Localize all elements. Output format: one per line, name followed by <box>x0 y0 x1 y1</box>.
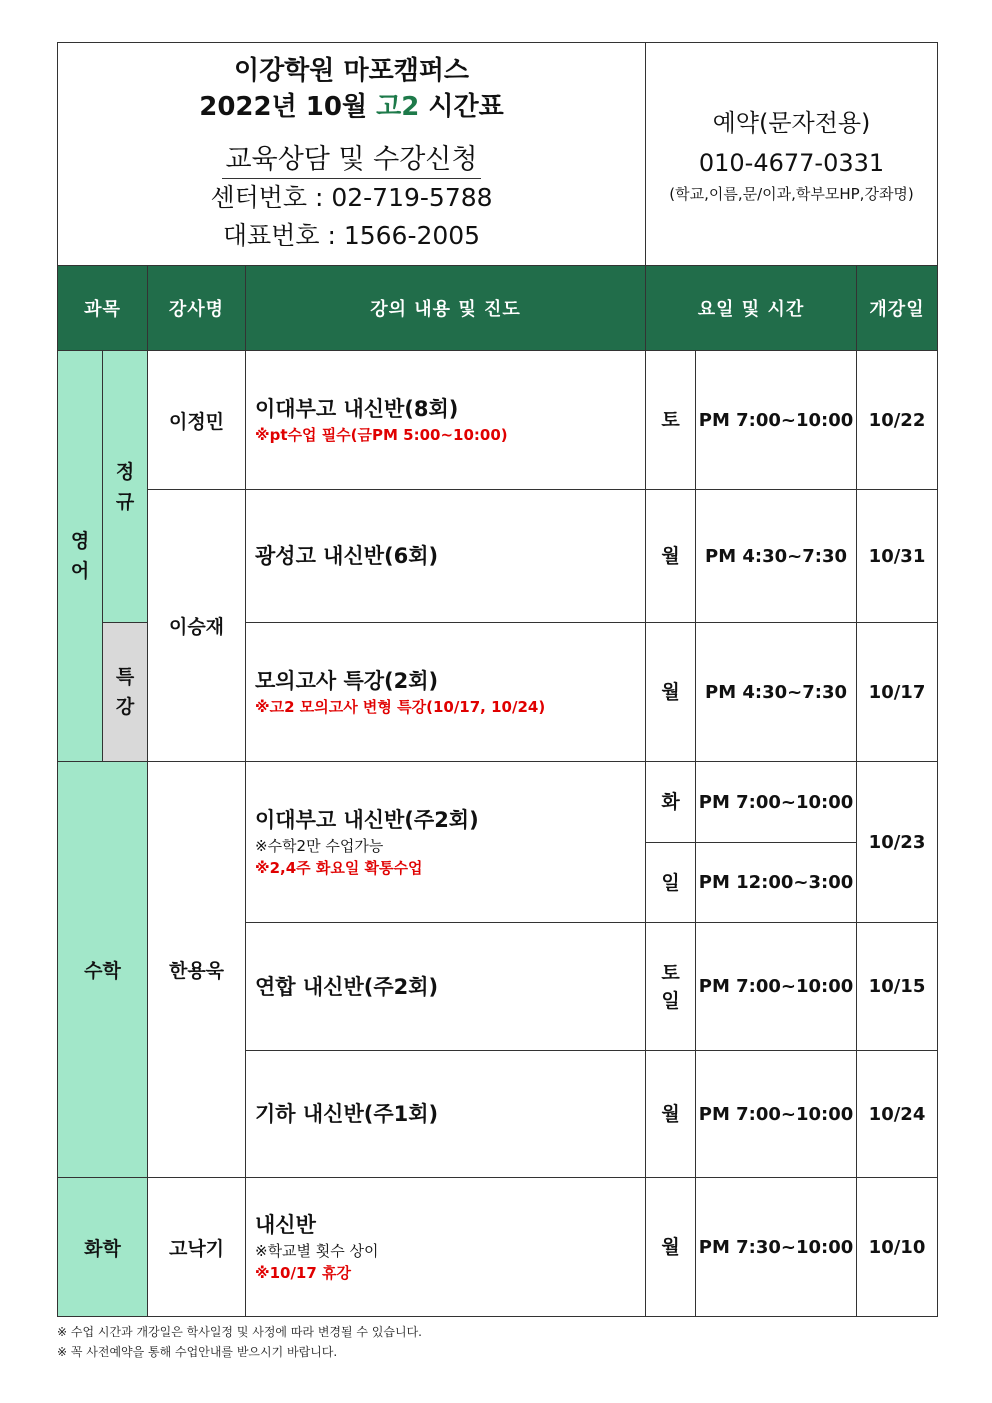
course-time: PM 4:30~7:30 <box>696 490 857 623</box>
course-content <box>246 1051 646 1178</box>
reservation-phone: 010-4677-0331 <box>698 149 885 177</box>
course-title: 이대부고 내신반(주2회) <box>255 808 479 832</box>
open-date: 10/22 <box>857 351 938 490</box>
course-note: ※학교별 횟수 상이 <box>255 1242 379 1260</box>
academy-title: 이강학원 마포캠퍼스 <box>233 56 470 86</box>
schedule-title <box>58 89 645 125</box>
table-row <box>58 1178 938 1317</box>
teacher-name: 고낙기 <box>148 1178 246 1317</box>
open-date: 10/24 <box>857 1051 938 1178</box>
type-special <box>103 623 148 762</box>
course-note-red: ※고2 모의고사 변형 특강(10/17, 10/24) <box>255 698 546 716</box>
reservation-label: 예약(문자전용) <box>712 109 871 137</box>
course-day: 월 <box>646 1051 696 1178</box>
course-day <box>646 923 696 1051</box>
header-row <box>58 43 938 266</box>
course-title: 광성고 내신반(6회) <box>255 544 439 568</box>
table-row <box>58 351 938 490</box>
course-title: 모의고사 특강(2회) <box>255 669 439 693</box>
open-date: 10/10 <box>857 1178 938 1317</box>
footer-note: ※ 수업 시간과 개강일은 학사일정 및 사정에 따라 변경될 수 있습니다. <box>57 1325 422 1339</box>
course-content <box>246 762 646 923</box>
course-note-red: ※10/17 휴강 <box>255 1264 352 1282</box>
timetable <box>57 42 938 1317</box>
subject-char: 어 <box>70 560 90 582</box>
open-date: 10/15 <box>857 923 938 1051</box>
course-day: 토 <box>646 351 696 490</box>
grade-label: 고2 <box>376 92 420 122</box>
schedule-title-suffix: 시간표 <box>419 92 504 122</box>
timetable-sheet <box>57 42 937 1317</box>
course-day: 월 <box>646 1178 696 1317</box>
course-content <box>246 923 646 1051</box>
title-block <box>58 43 646 266</box>
course-day: 화 <box>646 762 696 843</box>
schedule-title-date: 2022년 10월 <box>199 92 377 122</box>
course-time: PM 7:00~10:00 <box>696 1051 857 1178</box>
column-header-row <box>58 266 938 351</box>
type-char: 특 <box>115 666 135 688</box>
course-day: 월 <box>646 623 696 762</box>
type-char: 정 <box>115 460 135 483</box>
course-day: 월 <box>646 490 696 623</box>
type-regular <box>103 351 148 623</box>
main-phone: 대표번호 : 1566-2005 <box>222 221 481 250</box>
course-content <box>246 623 646 762</box>
course-content <box>246 1178 646 1317</box>
day-char: 토 <box>661 961 680 984</box>
course-content <box>246 351 646 490</box>
type-char: 강 <box>115 696 135 718</box>
subject-char: 영 <box>70 530 90 552</box>
col-open-date: 개강일 <box>857 266 938 351</box>
col-teacher: 강사명 <box>148 266 246 351</box>
course-note: ※수학2만 수업가능 <box>255 837 384 855</box>
course-time: PM 12:00~3:00 <box>696 843 857 923</box>
subject-english <box>58 351 103 762</box>
subject-chemistry: 화학 <box>58 1178 148 1317</box>
teacher-name: 이정민 <box>148 351 246 490</box>
type-char: 규 <box>115 490 135 513</box>
open-date: 10/23 <box>857 762 938 923</box>
course-title: 기하 내신반(주1회) <box>255 1102 439 1126</box>
consult-label: 교육상담 및 수강신청 <box>222 137 482 179</box>
course-title: 내신반 <box>255 1213 316 1237</box>
footer-notes <box>57 1322 422 1362</box>
course-day: 일 <box>646 843 696 923</box>
course-time: PM 4:30~7:30 <box>696 623 857 762</box>
course-content <box>246 490 646 623</box>
course-time: PM 7:00~10:00 <box>696 923 857 1051</box>
course-time: PM 7:00~10:00 <box>696 762 857 843</box>
course-note-red: ※pt수업 필수(금PM 5:00~10:00) <box>255 426 508 444</box>
col-schedule: 요일 및 시간 <box>646 266 857 351</box>
course-time: PM 7:30~10:00 <box>696 1178 857 1317</box>
subject-math: 수학 <box>58 762 148 1178</box>
table-row <box>58 490 938 623</box>
teacher-name: 이승재 <box>148 490 246 762</box>
col-subject: 과목 <box>58 266 148 351</box>
footer-note: ※ 꼭 사전예약을 통해 수업안내를 받으시기 바랍니다. <box>57 1345 338 1359</box>
reservation-block <box>646 43 938 266</box>
open-date: 10/31 <box>857 490 938 623</box>
day-char: 일 <box>661 989 680 1012</box>
reservation-info: (학교,이름,문/이과,학부모HP,강좌명) <box>669 185 914 203</box>
teacher-name: 한용욱 <box>148 762 246 1178</box>
center-phone: 센터번호 : 02-719-5788 <box>210 183 493 212</box>
col-content: 강의 내용 및 진도 <box>246 266 646 351</box>
course-time: PM 7:00~10:00 <box>696 351 857 490</box>
course-note-red: ※2,4주 화요일 확통수업 <box>255 859 423 877</box>
course-title: 연합 내신반(주2회) <box>255 974 439 999</box>
course-title: 이대부고 내신반(8회) <box>255 397 459 421</box>
table-row <box>58 762 938 843</box>
open-date: 10/17 <box>857 623 938 762</box>
